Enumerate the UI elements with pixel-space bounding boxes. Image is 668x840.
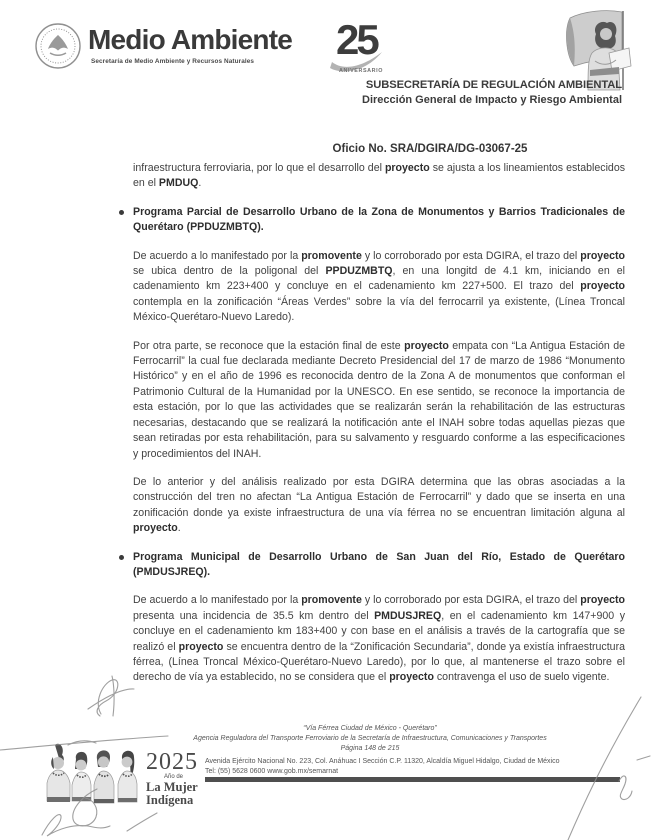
agency-logo-subtitle: Secretaría de Medio Ambiente y Recursos Naturales: [91, 58, 255, 65]
anniversary-number: 25: [336, 16, 377, 63]
agency-logo-title: Medio Ambiente: [88, 24, 292, 55]
year-tagline: Año de: [164, 774, 184, 780]
paragraph-estacion-ferrocarril: Por otra parte, se reconoce que la estación final de este proyecto empata con “La Antigua Estación de Ferrocarril” la cual fue declarada mediante Decreto Presidencial del 17 de marzo de 1986 “Monumento Histórico” y en el año de 1996 es reconocida dentro de la Zona A de monumentos que conforman el Patrimonio Cultural de la Humanidad por la UNESCO. En ese sentido, se reconoce la importancia de esta estación, por lo que las actividades que se realizarán serán la rehabilitación de las estructuras necesarias, destacando que se realizará la notificación ante el INAH sobre todas aquellas piezas que sean retiradas por esta rehabilitación, para su salvamento y resguardo conforme a las especificaciones y procedimientos del INAH.: [133, 339, 625, 460]
footer-address-line: Avenida Ejército Nacional No. 223, Col. Anáhuac I Sección C.P. 11320, Alcaldía Miguel Hidalgo, Ciudad de México: [205, 758, 560, 765]
paragraph-trazo-ppduzmbtq: De acuerdo a lo manifestado por la promovente y lo corroborado por esta DGIRA, el trazo del proyecto se ubica dentro de la poligonal del PPDUZMBTQ, en una longitd de 4.1 km, iniciando en el cadenamiento km 223+400 y concluye en el cadenamiento km 227+500. El trazo del proyecto contempla en la zonificación “Áreas Verdes” sobre la vía del ferrocarril ya existente, (Línea Troncal México-Querétaro-Nuevo Laredo).: [133, 249, 625, 324]
bullet-heading: Programa Parcial de Desarrollo Urbano de la Zona de Monumentos y Barrios Tradicionales de Querétaro (PPDUZMBTQ).: [133, 205, 625, 234]
paragraph-conclusion-dgira: De lo anterior y del análisis realizado por esta DGIRA determina que las obras asociadas a la construcción del tren no afectan “La Antigua Estación de Ferrocarril” y dado que se inserta en una zonificación donde ya existe infraestructura de una vía férrea no se encuentran limitación alguna al proyecto.: [133, 475, 625, 535]
footer-phone-line: Tel: (55) 5628 0600 www.gob.mx/semarnat: [205, 767, 339, 775]
footer-agency-line: Agencia Reguladora del Transporte Ferroviario de la Secretaría de Infraestructura, Comunicaciones y Transportes: [193, 735, 547, 742]
paragraph-intro: infraestructura ferroviaria, por lo que el desarrollo del proyecto se ajusta a los lineamientos establecidos en el PMDUQ.: [133, 162, 626, 190]
year-number: 2025: [146, 749, 198, 775]
year-line1: La Mujer: [146, 780, 198, 794]
bullet-heading: Programa Municipal de Desarrollo Urbano de San Juan del Río, Estado de Querétaro (PMDUSJREQ).: [133, 550, 625, 578]
direccion-general-line: Dirección General de Impacto y Riesgo Ambiental: [362, 94, 622, 106]
anniversary-label: ANIVERSARIO: [339, 68, 384, 74]
footer-page-number: Página 148 de 215: [340, 745, 400, 752]
year-line2: Indígena: [146, 793, 194, 807]
footer-project-title: “Vía Férrea Ciudad de México - Querétaro”: [303, 725, 437, 732]
paragraph-trazo-pmdusjreq: De acuerdo a lo manifestado por la promovente y lo corroborado por esta DGIRA, el trazo del proyecto presenta una incidencia de 35.5 km dentro del PMDUSJREQ, en el cadenamiento km 147+900 y concluye en el cadenamiento km 183+400 y con base en el análisis a través de la cartografía que se realizó el proyecto se encuentra dentro de la “Zonificación Secundaria”, donde ya existía infraestructura férrea, (Línea Troncal México-Querétaro-Nuevo Laredo), por lo que, al mantenerse el trazo sobre el derecho de vía ya establecido, no se considera que el proyecto contravenga el uso de suelo vigente.: [133, 594, 625, 684]
oficio-number: Oficio No. SRA/DGIRA/DG-03067-25: [332, 143, 528, 155]
subsecretaria-line: SUBSECRETARÍA DE REGULACIÓN AMBIENTAL: [365, 79, 622, 91]
